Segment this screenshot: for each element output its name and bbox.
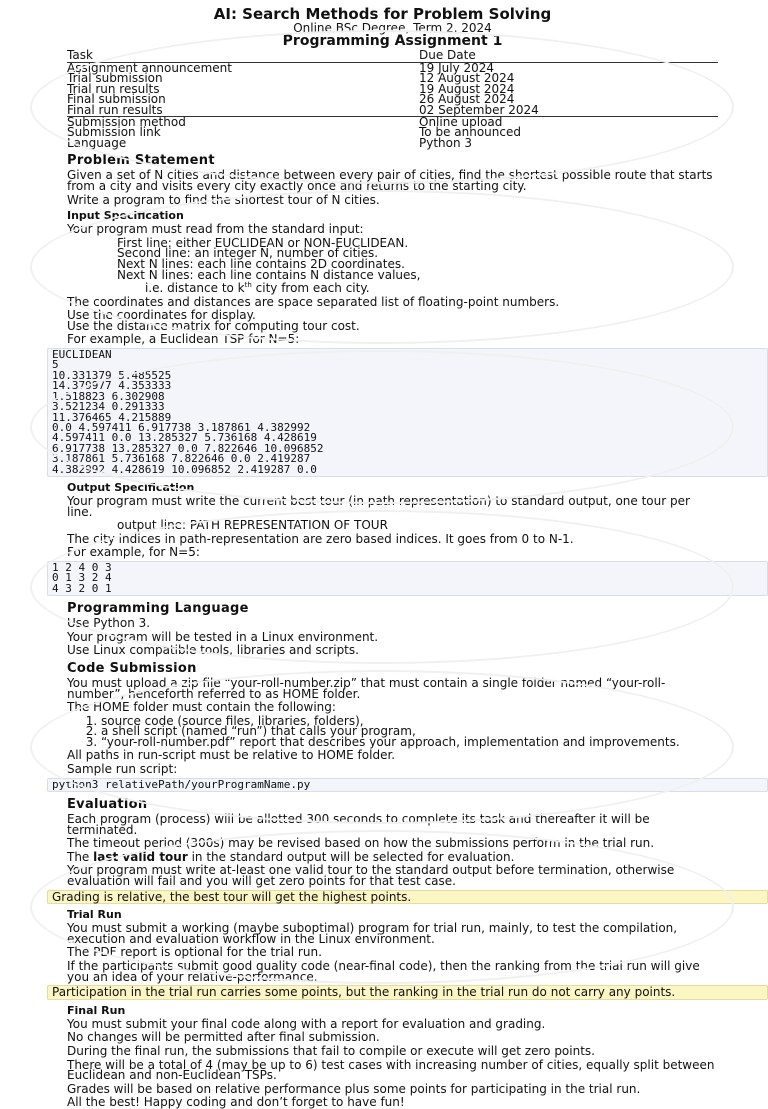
table-row: [67, 138, 718, 149]
output-paragraph: Your program must write the current best tour (in path representation) to standard output, one tour per line.: [67, 493, 690, 519]
code-line: 4.382992 4.428619 10.096852 2.419287 0.0: [52, 462, 317, 476]
evaluation-paragraph: [67, 849, 718, 864]
output-line-format: output line: PATH REPRESENTATION OF TOUR: [117, 518, 388, 533]
submission-paragraph: The HOME folder must contain the following:: [67, 700, 336, 715]
input-lines: [117, 235, 718, 296]
code-line: 4 3 2 0 1: [52, 581, 112, 595]
output-specification-heading: Output Specification: [67, 480, 195, 494]
code-line: 3.187861 5.736168 7.822646 0.0 2.419287: [52, 452, 311, 466]
task-cell: Final run results: [67, 105, 419, 116]
task-cell: Final submission: [67, 92, 166, 107]
input-line-text: i.e. distance to k: [145, 281, 245, 296]
submission-paragraph: All paths in run-script must be relative to HOME folder.: [67, 748, 396, 763]
trial-paragraph: You must submit a working (maybe suboptimal) program for trial run, mainly, to test the compilation, execution and evaluation workflow in the Linux environment.: [67, 921, 678, 946]
submission-paragraph: Sample run script:: [67, 762, 178, 777]
code-line: 1 2 4 0 3: [52, 560, 112, 574]
input-line: [117, 280, 718, 294]
column-header-due-date: Due Date: [419, 50, 718, 62]
text-span: The: [67, 849, 94, 864]
code-line: EUCLIDEAN: [52, 348, 112, 362]
language-paragraph: Use Python 3.: [67, 616, 151, 631]
code-line: 0.0 4.597411 6.917738 3.187861 4.382992: [52, 420, 311, 434]
info-value: Python 3: [419, 135, 473, 150]
list-item: 1. source code (source files, libraries, folders),: [101, 716, 718, 727]
final-paragraph: You must submit your final code along with a report for evaluation and grading.: [67, 1016, 546, 1031]
task-cell: Assignment announcement: [67, 60, 232, 75]
schedule-table: [67, 50, 718, 148]
course-title: AI: Search Methods for Problem Solving: [213, 5, 552, 23]
submission-paragraph: You must upload a zip file “your-roll-number.zip” that must contain a single folder named “your-roll-number”, henceforth referred to as HOME folder.: [67, 675, 666, 701]
code-line: 1.518823 6.302908: [52, 389, 165, 403]
code-line: 14.379977 4.353333: [52, 379, 172, 393]
run-script-code-block: [47, 778, 768, 792]
input-note: The coordinates and distances are space separated list of floating-point numbers.: [67, 294, 560, 309]
language-paragraph: Use Linux compatible tools, libraries and scripts.: [67, 643, 359, 658]
info-label: Submission method: [67, 114, 186, 129]
trial-highlight-box: Participation in the trial run carries some points, but the ranking in the trial run do not carry any points.: [47, 985, 768, 1000]
final-run-heading: Final Run: [67, 1003, 126, 1017]
table-row: [67, 127, 718, 138]
table-row: [67, 73, 718, 84]
info-value: To be announced: [419, 125, 521, 140]
date-cell: 02 September 2024: [419, 105, 718, 116]
input-line: Next N lines: each line contains 2D coordinates.: [117, 256, 405, 271]
table-row: [67, 116, 718, 127]
grading-highlight-box: Grading is relative, the best tour will get the highest points.: [47, 890, 768, 905]
table-row: [67, 62, 718, 73]
output-example-intro: For example, for N=5:: [67, 545, 200, 560]
input-intro: Your program must read from the standard input:: [67, 222, 364, 237]
code-line: 10.331379 5.485525: [52, 368, 172, 382]
input-line: First line: either EUCLIDEAN or NON-EUCLIDEAN.: [117, 235, 409, 250]
column-header-task: Task: [67, 50, 419, 62]
input-specification-heading: Input Specification: [67, 209, 184, 223]
date-cell: 12 August 2024: [419, 71, 515, 86]
trial-paragraph: If the participants submit good quality code (near-final code), then the ranking from the trial run will give you an idea of your relative-performance.: [67, 959, 700, 984]
info-label: Submission link: [67, 125, 161, 140]
output-example-code-block: [47, 561, 768, 596]
list-item: 3. “your-roll-number.pdf” report that describes your approach, implementation and improvements.: [101, 737, 718, 748]
final-paragraph: All the best! Happy coding and don’t forget to have fun!: [67, 1095, 405, 1109]
evaluation-paragraph: Each program (process) will be allotted 300 seconds to complete its task and thereafter it will be terminated.: [67, 812, 650, 837]
info-value: Online upload: [419, 114, 503, 129]
task-cell: Trial run results: [67, 81, 160, 96]
date-cell: 26 August 2024: [419, 92, 515, 107]
input-example-intro: For example, a Euclidean TSP for N=5:: [67, 332, 300, 347]
final-paragraph: Grades will be based on relative performance plus some points for participating in the trial run.: [67, 1081, 641, 1096]
problem-paragraph: Given a set of N cities and distance between every pair of cities, find the shortest possible route that starts from a city and visits every city exactly once and returns to the starting city.: [67, 168, 713, 193]
input-line-text: city from each city.: [251, 281, 370, 296]
code-line: python3 relativePath/yourProgramName.py: [52, 777, 311, 791]
problem-statement-heading: Problem Statement: [67, 153, 215, 169]
list-item: 2. a shell script (named “run”) that calls your program,: [101, 726, 718, 737]
input-line: Next N lines: each line contains N distance values,: [117, 267, 421, 282]
document-header: [67, 6, 718, 48]
trial-paragraph: The PDF report is optional for the trial run.: [67, 945, 322, 960]
code-line: 3.521234 0.291333: [52, 400, 165, 414]
problem-paragraph: Write a program to find the shortest tour of N cities.: [67, 192, 380, 207]
code-line: 5: [52, 358, 59, 372]
code-line: 6.917738 13.285327 0.0 7.822646 10.096852: [52, 441, 324, 455]
input-note: Use the coordinates for display.: [67, 308, 256, 323]
task-cell: Trial submission: [67, 71, 163, 86]
output-paragraph: The city indices in path-representation are zero based indices. It goes from 0 to N-1.: [67, 531, 574, 546]
final-paragraph: During the final run, the submissions that fail to compile or execute will get zero points.: [67, 1043, 595, 1058]
superscript: th: [244, 281, 252, 290]
trial-run-heading: Trial Run: [67, 908, 122, 922]
code-line: 4.597411 0.0 13.285327 5.736168 4.428619: [52, 431, 317, 445]
evaluation-paragraph: The timeout period (300s) may be revised based on how the submissions perform in the trial run.: [67, 836, 655, 851]
code-submission-heading: Code Submission: [67, 660, 197, 676]
evaluation-paragraph: Your program must write at-least one valid tour to the standard output before termination, otherwise evaluation will fail and you will get zero points for that test case.: [67, 863, 675, 889]
evaluation-heading: Evaluation: [67, 797, 148, 813]
date-cell: 19 July 2024: [419, 60, 495, 75]
date-cell: 19 August 2024: [419, 81, 515, 96]
final-paragraph: No changes will be permitted after final submission.: [67, 1030, 380, 1045]
code-line: 11.376465 4.215889: [52, 410, 172, 424]
table-row: [67, 94, 718, 105]
input-example-code-block: [47, 348, 768, 477]
info-label: Language: [67, 135, 127, 150]
final-paragraph: There will be a total of 4 (may be up to 6) test cases with increasing number of cities, equally split between Euclidean and non-Euclidean TSPs.: [67, 1057, 715, 1083]
input-line: Second line: an integer N, number of cities.: [117, 246, 379, 261]
assignment-title: Programming Assignment 1: [282, 33, 503, 49]
programming-language-heading: Programming Language: [67, 601, 249, 617]
input-note: Use the distance matrix for computing tour cost.: [67, 318, 360, 333]
language-paragraph: Your program will be tested in a Linux environment.: [67, 629, 379, 644]
code-line: 0 1 3 2 4: [52, 571, 112, 585]
home-folder-contents-list: [67, 713, 718, 749]
text-span: in the standard output will be selected for evaluation.: [187, 849, 515, 864]
bold-text: last valid tour: [93, 849, 188, 864]
course-subtitle: Online BSc Degree, Term 2, 2024: [293, 21, 492, 35]
